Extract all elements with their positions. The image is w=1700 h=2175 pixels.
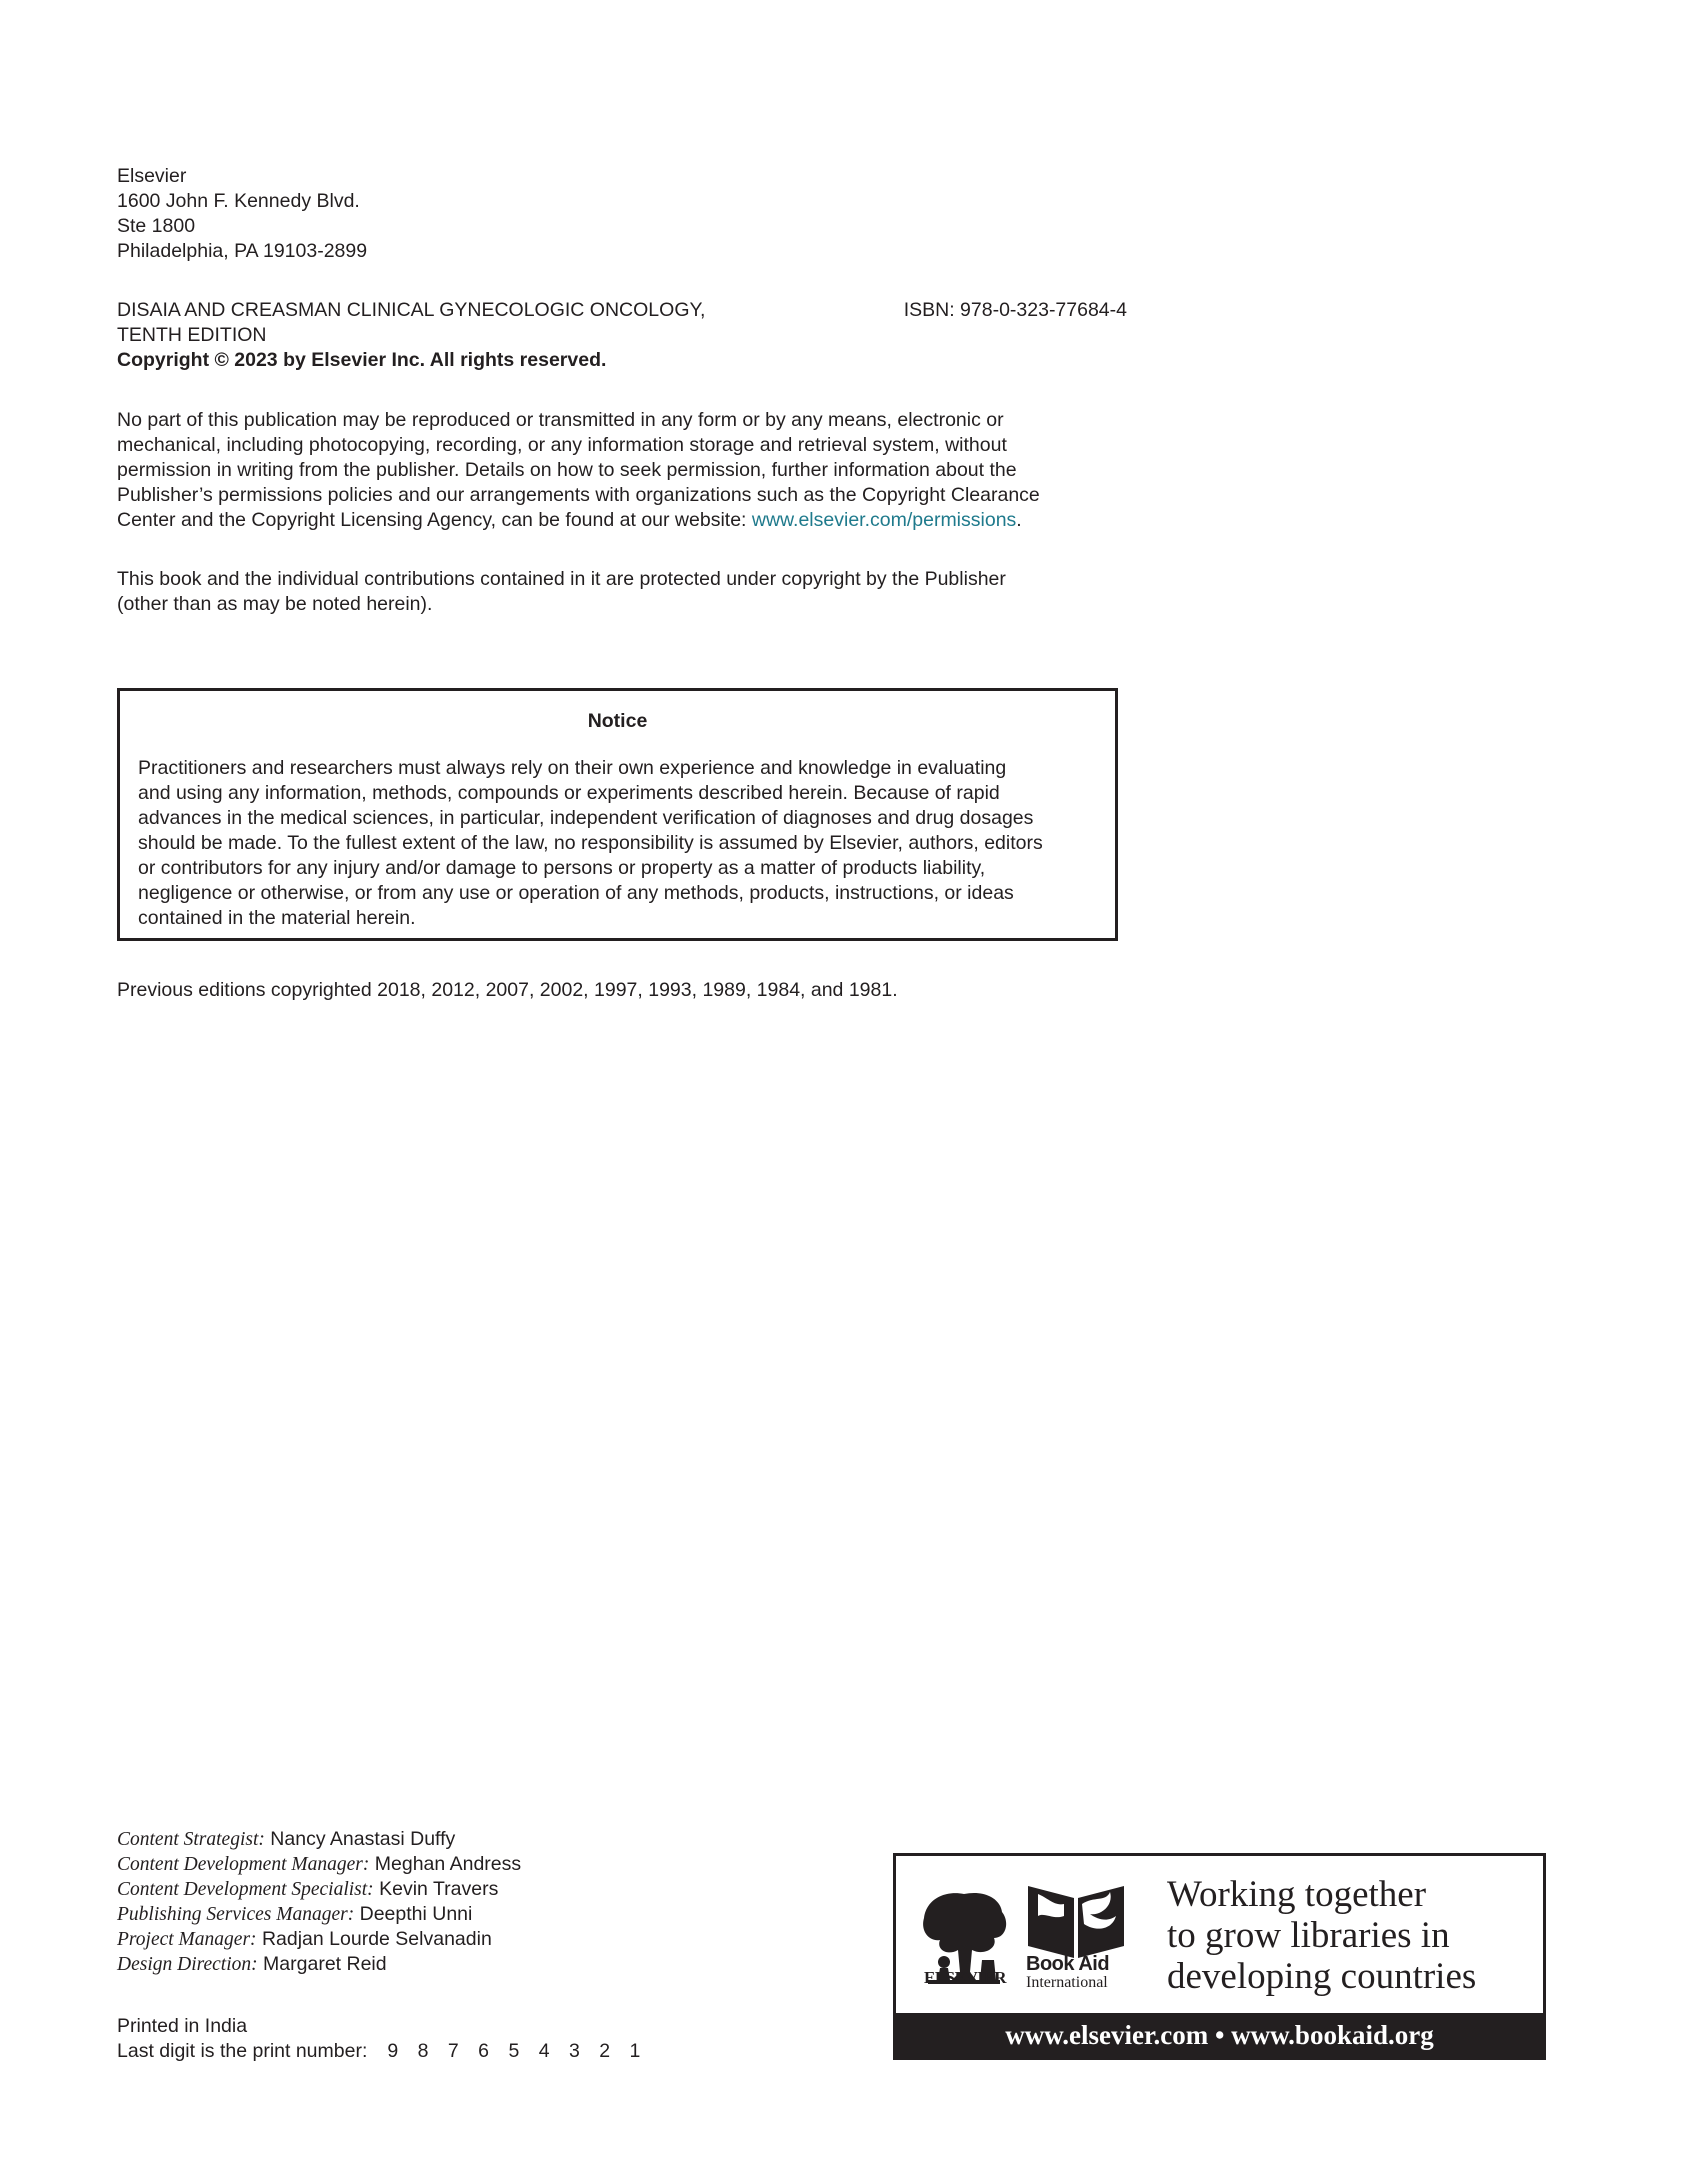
credit-line: [117, 1927, 521, 1952]
notice-line: should be made. To the fullest extent of the law, no responsibility is assumed by Elsevier, authors, editors: [138, 832, 1043, 854]
credit-role: Content Development Manager:: [117, 1854, 370, 1875]
print-number-label: Last digit is the print number:: [117, 2040, 368, 2062]
notice-line: negligence or otherwise, or from any use or operation of any methods, products, instructions, or ideas: [138, 882, 1014, 904]
credit-name: Nancy Anastasi Duffy: [270, 1828, 456, 1850]
paragraph-line: [117, 508, 1127, 533]
printed-in: Printed in India: [117, 2015, 248, 2037]
credit-role: Content Development Specialist:: [117, 1879, 374, 1900]
credit-line: [117, 1877, 521, 1902]
address-line: Philadelphia, PA 19103-2899: [117, 240, 368, 262]
credit-role: Content Strategist:: [117, 1829, 265, 1850]
credit-name: Margaret Reid: [263, 1953, 387, 1975]
address-line: 1600 John F. Kennedy Blvd.: [117, 190, 360, 212]
paragraph-line: No part of this publication may be reproduced or transmitted in any form or by any means, electronic or: [117, 409, 1004, 431]
book-aid-banner: [893, 1853, 1546, 2060]
printing-info: [117, 2014, 640, 2064]
credit-name: Kevin Travers: [379, 1878, 499, 1900]
credit-line: [117, 1902, 521, 1927]
paragraph-period: .: [1016, 509, 1022, 531]
banner-footer-urls: www.elsevier.com • www.bookaid.org: [896, 2013, 1543, 2057]
protection-paragraph: [117, 567, 1127, 617]
previous-editions: Previous editions copyrighted 2018, 2012, 2007, 2002, 1997, 1993, 1989, 1984, and 1981.: [117, 979, 898, 1001]
print-number-line: [117, 2039, 640, 2064]
book-title: DISAIA AND CREASMAN CLINICAL GYNECOLOGIC ONCOLOGY,: [117, 299, 706, 321]
copyright-line: Copyright © 2023 by Elsevier Inc. All rights reserved.: [117, 349, 607, 371]
notice-line: Practitioners and researchers must always rely on their own experience and knowledge in evaluating: [138, 757, 1007, 779]
credit-name: Deepthi Unni: [359, 1903, 473, 1925]
book-edition: TENTH EDITION: [117, 324, 267, 346]
permissions-link[interactable]: www.elsevier.com/permissions: [751, 509, 1017, 531]
publisher-address: [117, 164, 367, 264]
credit-role: Design Direction:: [117, 1954, 258, 1975]
credit-line: [117, 1852, 521, 1877]
notice-line: advances in the medical sciences, in particular, independent verification of diagnoses and drug dosages: [138, 807, 1034, 829]
slogan-line: developing countries: [1167, 1956, 1477, 1997]
notice-title: Notice: [587, 710, 648, 732]
paragraph-line: permission in writing from the publisher. Details on how to seek permission, further information about the: [117, 459, 1017, 481]
notice-line: and using any information, methods, compounds or experiments described herein. Because of rapid: [138, 782, 1000, 804]
paragraph-text: Center and the Copyright Licensing Agency, can be found at our website:: [117, 509, 752, 531]
paragraph-line: (other than as may be noted herein).: [117, 593, 433, 615]
print-digits: 9 8 7 6 5 4 3 2 1: [387, 2040, 641, 2062]
book-title-block: [117, 298, 1127, 373]
notice-line: contained in the material herein.: [138, 907, 416, 929]
paragraph-line: This book and the individual contributions contained in it are protected under copyright by the Publisher: [117, 568, 1006, 590]
slogan-line: Working together: [1167, 1874, 1427, 1915]
book-aid-name: Book Aid: [1026, 1953, 1110, 1975]
book-aid-icon: [1024, 1876, 1128, 1962]
credits-list: [117, 1827, 521, 1977]
credit-line: [117, 1952, 521, 1977]
book-aid-subtitle: International: [1026, 1974, 1108, 1991]
notice-body: [138, 756, 1108, 931]
credit-line: [117, 1827, 521, 1852]
address-line: Elsevier: [117, 165, 187, 187]
isbn: ISBN: 978-0-323-77684-4: [903, 299, 1127, 321]
credit-name: Meghan Andress: [374, 1853, 522, 1875]
rights-paragraph: [117, 408, 1127, 533]
credit-role: Project Manager:: [117, 1929, 257, 1950]
address-line: Ste 1800: [117, 215, 196, 237]
credit-name: Radjan Lourde Selvanadin: [261, 1928, 492, 1950]
credit-role: Publishing Services Manager:: [117, 1904, 355, 1925]
elsevier-logo-text: ELSEVIER: [924, 1968, 1006, 1987]
notice-line: or contributors for any injury and/or damage to persons or property as a matter of products liability,: [138, 857, 986, 879]
notice-box: [117, 688, 1118, 941]
slogan-line: to grow libraries in: [1167, 1915, 1450, 1956]
banner-slogan: [1167, 1874, 1537, 1997]
paragraph-line: Publisher’s permissions policies and our arrangements with organizations such as the Copyright Clearance: [117, 484, 1040, 506]
paragraph-line: mechanical, including photocopying, recording, or any information storage and retrieval system, without: [117, 434, 1007, 456]
